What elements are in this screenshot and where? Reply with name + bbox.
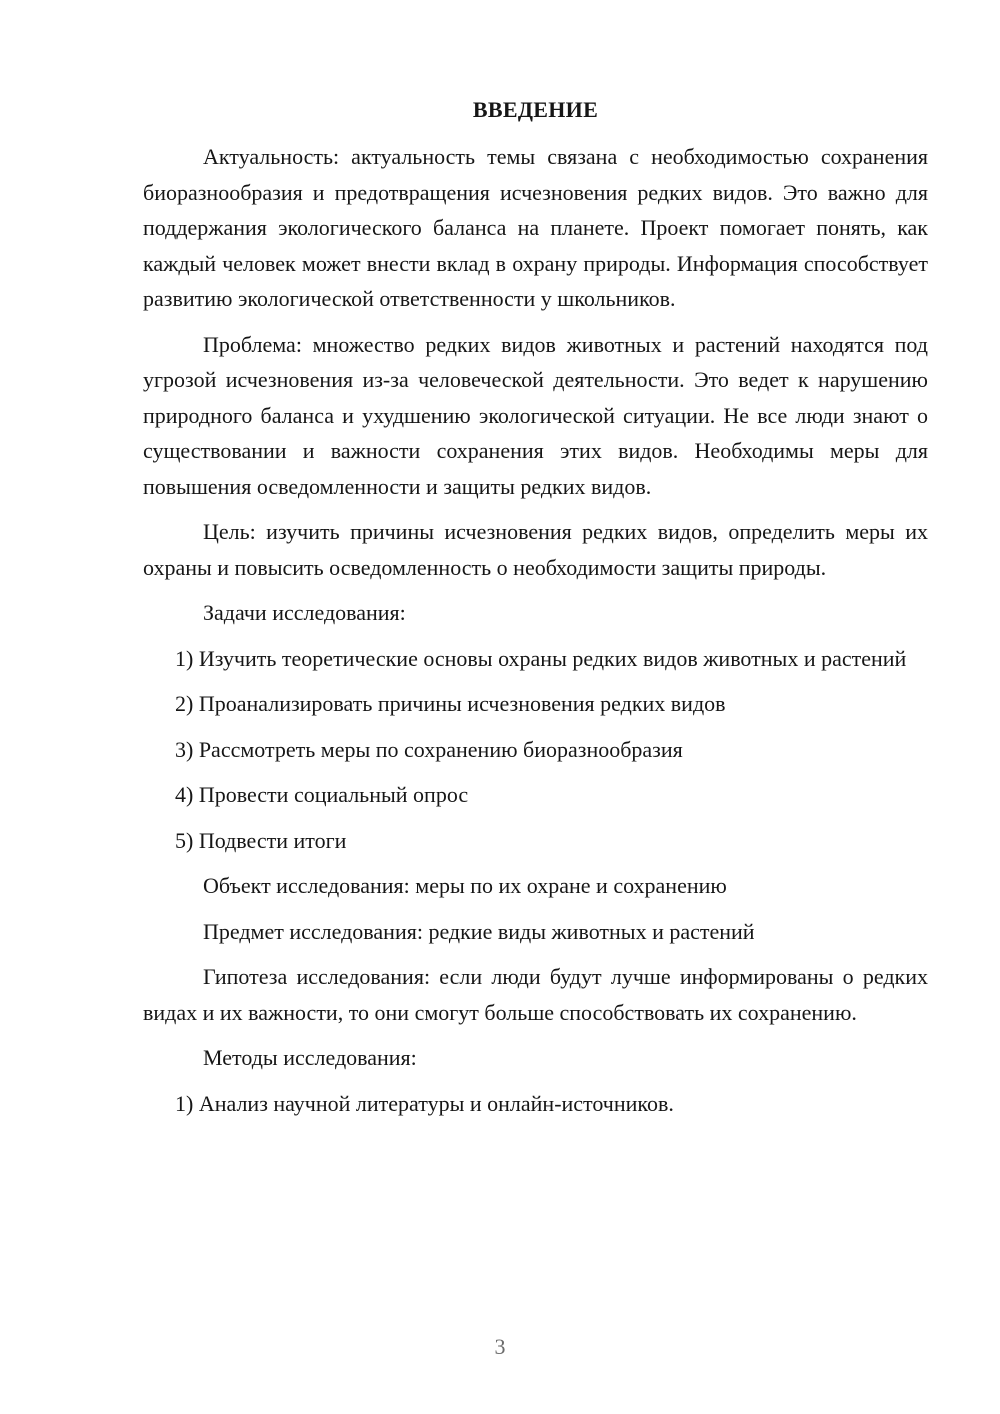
hypothesis-paragraph: Гипотеза исследования: если люди будут лучше информированы о редких видах и их важности, то они смогут больше способствовать их сохранению. <box>143 964 928 1025</box>
subject-paragraph: Предмет исследования: редкие виды животных и растений <box>203 918 755 944</box>
method-item-1: 1) Анализ научной литературы и онлайн-источников. <box>175 1090 674 1116</box>
methods-heading: Методы исследования: <box>203 1045 417 1070</box>
relevance-paragraph: Актуальность: актуальность темы связана с необходимостью сохранения биоразнообразия и предотвращения исчезновения редких видов. Это важно для поддержания экологического баланса на планете. Проект помогает понять, как каждый человек может внести вклад в охрану природы. Информация способствует развитию экологической ответственности у школьников. <box>143 144 928 311</box>
task-item-1: 1) Изучить теоретические основы охраны редких видов животных и растений <box>175 645 907 671</box>
goal-paragraph: Цель: изучить причины исчезновения редких видов, определить меры их охраны и повысить осведомленность о необходимости защиты природы. <box>143 519 928 580</box>
task-item-5: 5) Подвести итоги <box>175 827 347 853</box>
tasks-heading: Задачи исследования: <box>203 600 406 625</box>
task-item-3: 3) Рассмотреть меры по сохранению биоразнообразия <box>175 736 683 762</box>
page-number: 3 <box>494 1334 506 1359</box>
problem-paragraph: Проблема: множество редких видов животных и растений находятся под угрозой исчезновения из-за человеческой деятельности. Это ведет к нарушению природного баланса и ухудшению экологической ситуации. Не все люди знают о существовании и важности сохранения этих видов. Необходимы меры для повышения осведомленности и защиты редких видов. <box>143 331 928 499</box>
section-title: ВВЕДЕНИЕ <box>472 97 599 122</box>
task-item-4: 4) Провести социальный опрос <box>175 782 469 807</box>
object-paragraph: Объект исследования: меры по их охране и сохранению <box>203 873 727 898</box>
task-item-2: 2) Проанализировать причины исчезновения редких видов <box>175 691 726 716</box>
document-page <box>143 95 928 1131</box>
